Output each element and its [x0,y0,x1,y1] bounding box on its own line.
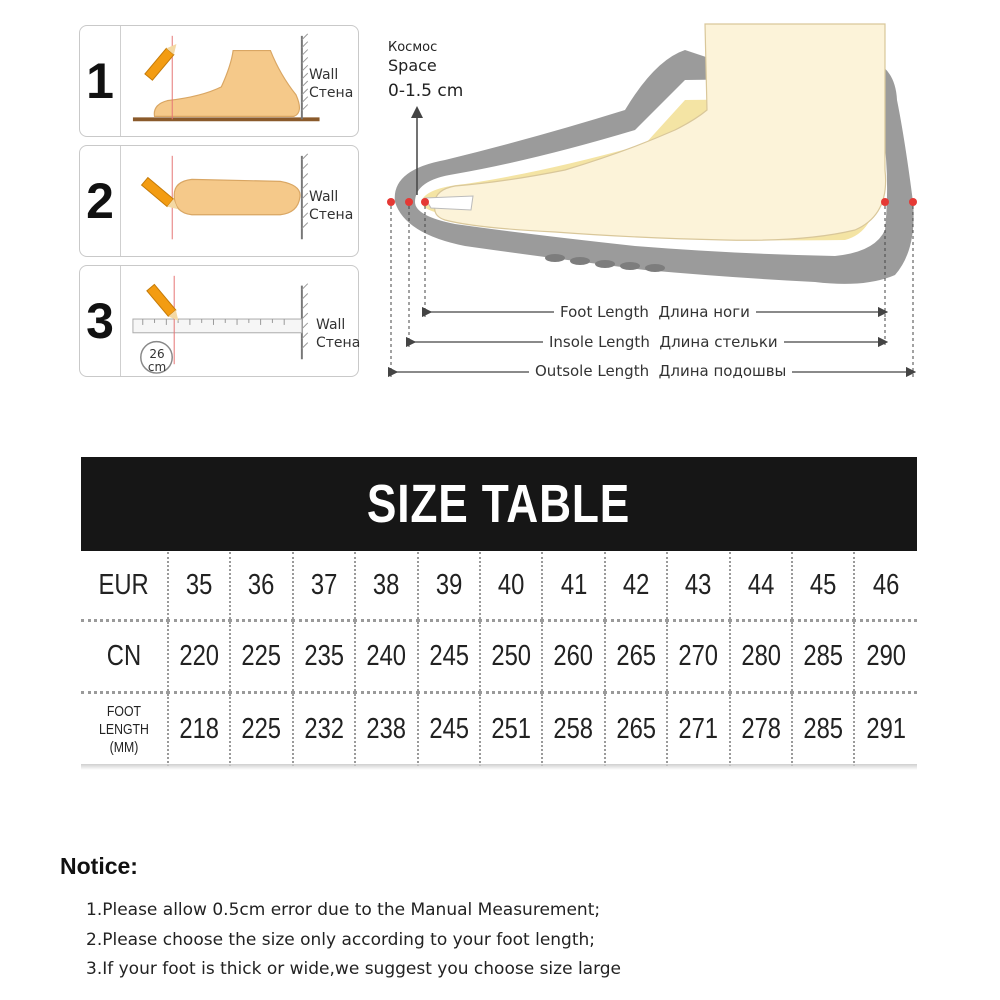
size-table-header [81,457,917,551]
table-cell: 271 [667,692,729,766]
table-cell: 260 [542,620,604,692]
table-cell: 220 [168,620,230,692]
table-cell: 43 [667,552,729,620]
outsole-length-label [529,362,792,380]
wall-label-ru: Стена [309,85,354,101]
table-cell: 290 [854,620,917,692]
table-cell: 280 [730,620,792,692]
table-cell: 46 [854,552,917,620]
space-label-ru: Космос [388,40,438,55]
table-cell: 270 [667,620,729,692]
outsole-length-ru: Длина подошвы [658,362,787,380]
step-3-panel [79,265,359,377]
table-cell: 42 [605,552,667,620]
step-number: 3 [80,266,121,376]
wall-label-ru: Стена [316,335,361,351]
notice-title: Notice: [60,853,138,879]
table-row-foot-length [81,692,917,766]
step-2-panel [79,145,359,257]
table-cell: 232 [293,692,355,766]
insole-length-en: Insole Length [549,333,650,351]
wall-label [309,66,353,102]
table-cell: 238 [355,692,417,766]
table-cell: 285 [792,692,854,766]
table-row-eur [81,552,917,620]
wall-label-en: Wall [309,189,339,205]
table-cell: 35 [168,552,230,620]
table-cell: 291 [854,692,917,766]
foot-length-ru: Длина ноги [658,303,750,321]
wall-label-en: Wall [309,67,339,83]
row-label-foot-length: FOOT LENGTH (MM) [99,702,149,756]
table-cell: 38 [355,552,417,620]
step-number: 1 [80,26,121,136]
table-cell: 40 [480,552,542,620]
measurement-badge [141,348,173,374]
size-table [81,552,917,766]
table-cell: 225 [230,692,292,766]
notice-line-3: 3.If your foot is thick or wide,we suggest you choose size large [86,959,622,979]
notice-line-1: 1.Please allow 0.5cm error due to the Manual Measurement; [86,900,601,920]
table-row-cn [81,620,917,692]
table-cell: 258 [542,692,604,766]
wall-label [309,188,353,224]
size-table-title: SIZE TABLE [367,474,631,534]
table-cell: 265 [605,620,667,692]
table-cell: 240 [355,620,417,692]
table-cell: 39 [418,552,480,620]
table-cell: 44 [730,552,792,620]
step-1-panel [79,25,359,137]
table-cell: 235 [293,620,355,692]
table-cell: 251 [480,692,542,766]
table-cell: 278 [730,692,792,766]
wall-label-ru: Стена [309,207,354,223]
measurement-value: 26 [149,347,165,361]
table-cell: 218 [168,692,230,766]
table-cell: 41 [542,552,604,620]
table-cell: 37 [293,552,355,620]
table-cell: 225 [230,620,292,692]
insole-length-label [543,333,784,351]
table-cell: 285 [792,620,854,692]
step-number: 2 [80,146,121,256]
wall-label-en: Wall [316,317,346,333]
insole-length-ru: Длина стельки [659,333,778,351]
table-cell: 265 [605,692,667,766]
table-cell: 245 [418,620,480,692]
row-label-eur: EUR [98,568,150,601]
table-cell: 45 [792,552,854,620]
table-shadow [81,764,917,770]
measurement-unit: cm [147,360,167,374]
foot-length-label [554,303,756,321]
table-cell: 245 [418,692,480,766]
space-label-en: Space [388,56,437,75]
table-cell: 36 [230,552,292,620]
row-label-cn: CN [106,639,142,672]
outsole-length-en: Outsole Length [535,362,650,380]
wall-label [316,316,360,352]
table-cell: 250 [480,620,542,692]
space-range: 0-1.5 cm [388,81,464,101]
notice-line-2: 2.Please choose the size only according to your foot length; [86,930,596,950]
foot-length-en: Foot Length [560,303,649,321]
